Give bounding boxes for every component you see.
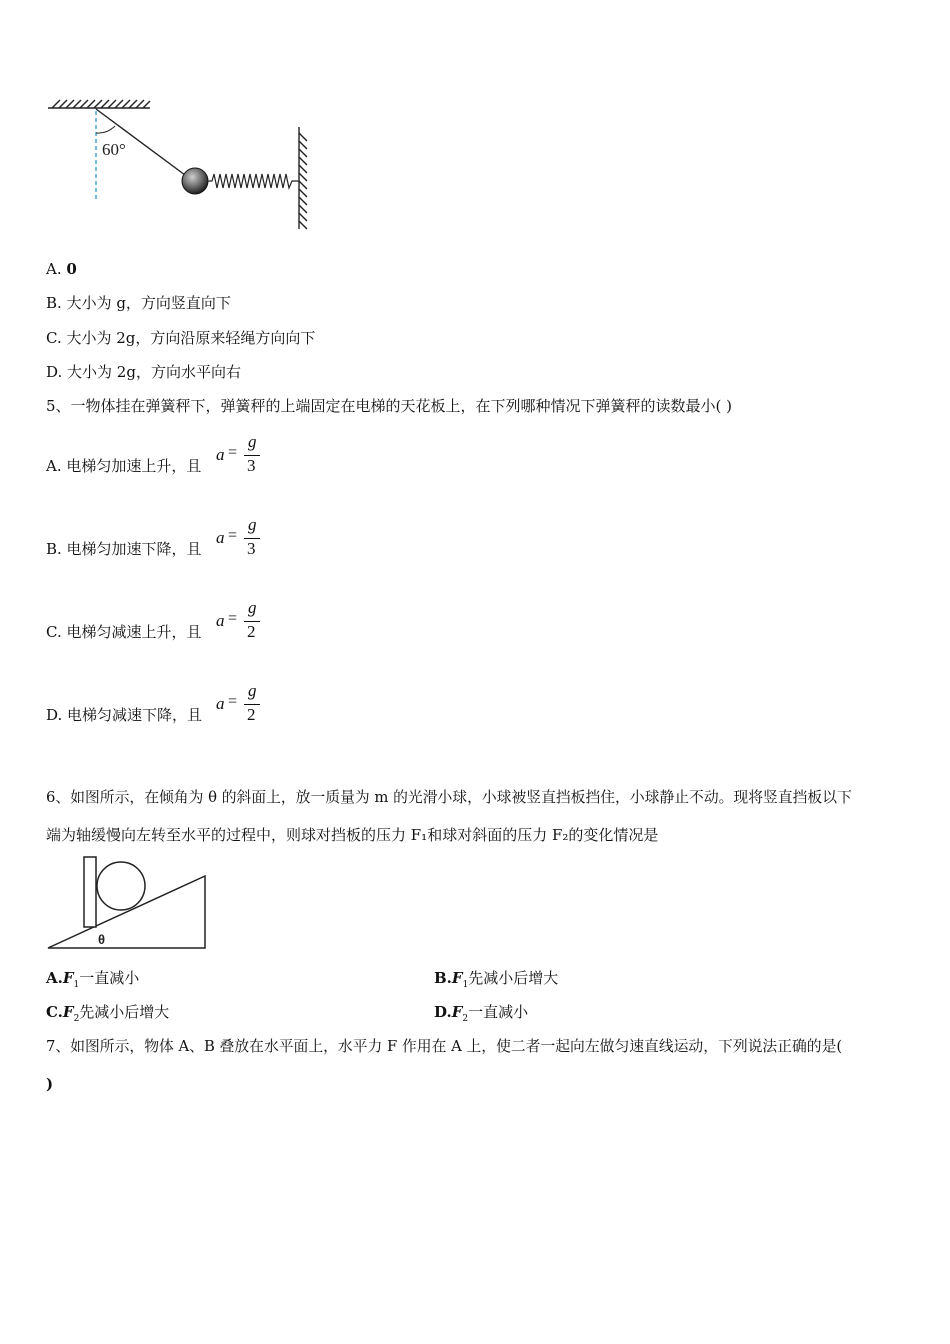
q6-option-c — [46, 1002, 169, 1029]
q6-option-a — [46, 968, 139, 995]
force-subscript: 1 — [73, 980, 80, 990]
option-label: A. — [46, 969, 63, 987]
formula-eq: = — [228, 444, 238, 461]
option-text: 先减小后增大 — [468, 969, 559, 987]
ceiling — [48, 100, 150, 108]
formula-numerator: g — [248, 598, 257, 617]
formula-numerator: g — [248, 681, 257, 700]
angle-arc — [96, 126, 115, 133]
formula-eq: = — [228, 693, 238, 710]
option-label: D. — [46, 363, 68, 381]
theta-label: θ — [98, 932, 106, 947]
formula-var: a — [216, 611, 225, 630]
pendulum-spring-figure — [40, 95, 320, 235]
option-label: D. — [434, 1003, 452, 1021]
option-label: C. — [46, 1003, 63, 1021]
force-subscript: 1 — [462, 980, 469, 990]
formula-eq: = — [228, 610, 238, 627]
option-text: 一直减小 — [468, 1003, 529, 1021]
option-text: 先减小后增大 — [79, 1003, 170, 1021]
wall — [299, 127, 307, 229]
q5-option-b-formula — [216, 515, 266, 560]
option-label: C. — [46, 329, 67, 347]
formula-denominator: 3 — [247, 539, 256, 558]
angle-label: 60° — [102, 140, 126, 159]
option-text: 大小为 g，方向竖直向下 — [66, 294, 231, 312]
q5-option-a: A. 电梯匀加速上升，且 — [46, 457, 202, 475]
option-text: 一直减小 — [79, 969, 140, 987]
q6-stem-line1: 6、如图所示，在倾角为 θ 的斜面上，放一质量为 m 的光滑小球，小球被竖直挡板挡住，小球静止不动。现将竖直挡板以下 — [46, 789, 852, 806]
q5-option-c: C. 电梯匀减速上升，且 — [46, 623, 202, 641]
q4-option-d — [46, 362, 241, 382]
formula-numerator: g — [248, 515, 257, 534]
formula-var: a — [216, 528, 225, 547]
q6-stem-line2: 端为轴缓慢向左转至水平的过程中，则球对挡板的压力 F₁和球对斜面的压力 F₂的变化情况是 — [46, 826, 659, 844]
option-label: A. — [46, 260, 67, 278]
q7-stem-line2: ) — [46, 1075, 54, 1093]
force-subscript: 2 — [462, 1014, 469, 1024]
q5-stem: 5、一物体挂在弹簧秤下，弹簧秤的上端固定在电梯的天花板上，在下列哪种情况下弹簧秤的读数最小( ) — [46, 397, 733, 415]
option-text: 大小为 2g，方向水平向右 — [67, 363, 241, 381]
incline-figure — [44, 852, 214, 954]
formula-denominator: 3 — [247, 456, 256, 475]
q5-option-c-formula — [216, 598, 266, 643]
formula-eq: = — [228, 527, 238, 544]
ball — [182, 168, 208, 194]
option-label: B. — [434, 969, 452, 987]
baffle — [84, 857, 96, 927]
q6-option-b — [434, 968, 558, 995]
q4-option-c — [46, 328, 315, 348]
q5-option-d-formula — [216, 681, 266, 726]
option-label: B. — [46, 294, 67, 312]
ball — [97, 862, 145, 910]
option-text: 0 — [66, 260, 77, 278]
formula-var: a — [216, 445, 225, 464]
q4-option-b — [46, 293, 231, 313]
q5-option-a-formula — [216, 432, 266, 477]
force-symbol: F — [451, 1003, 463, 1021]
q5-option-b: B. 电梯匀加速下降，且 — [46, 540, 202, 558]
formula-denominator: 2 — [247, 705, 256, 724]
formula-denominator: 2 — [247, 622, 256, 641]
force-symbol: F — [62, 1003, 74, 1021]
formula-numerator: g — [248, 432, 257, 451]
formula-var: a — [216, 694, 225, 713]
spring — [208, 174, 299, 188]
q7-stem-line1: 7、如图所示，物体 A、B 叠放在水平面上，水平力 F 作用在 A 上，使二者一起向左做匀速直线运动，下列说法正确的是( — [46, 1038, 843, 1055]
force-symbol: F — [451, 969, 463, 987]
option-text: 大小为 2g，方向沿原来轻绳方向向下 — [66, 329, 316, 347]
q4-option-a — [46, 259, 77, 279]
force-subscript: 2 — [73, 1014, 80, 1024]
q6-option-d — [434, 1002, 528, 1029]
q5-option-d: D. 电梯匀减速下降，且 — [46, 706, 203, 724]
force-symbol: F — [62, 969, 74, 987]
